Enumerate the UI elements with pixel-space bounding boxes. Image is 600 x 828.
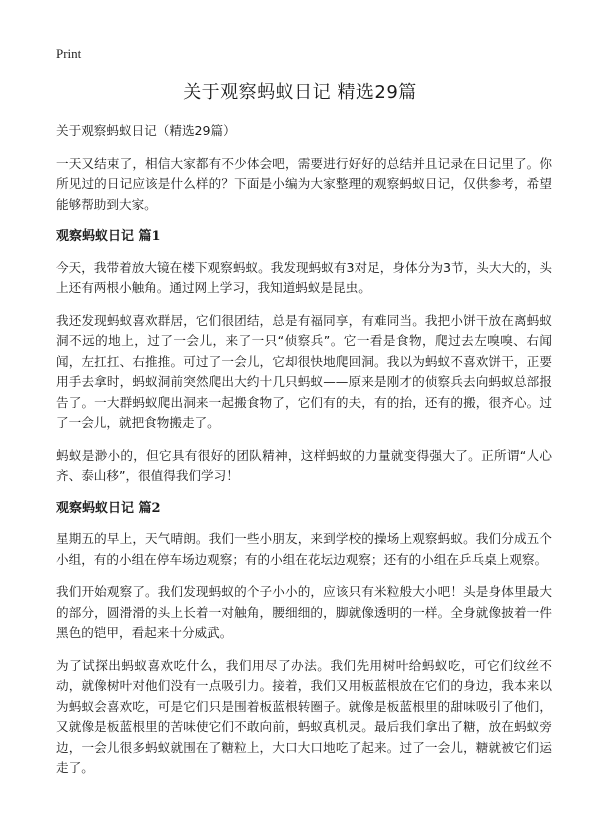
print-link[interactable]: Print xyxy=(56,46,82,61)
section-heading: 观察蚂蚁日记 篇2 xyxy=(56,500,161,516)
section-heading: 观察蚂蚁日记 篇1 xyxy=(56,229,161,244)
page-title: 关于观察蚂蚁日记 精选29篇 xyxy=(183,82,417,103)
diary-entry-1 xyxy=(56,227,552,487)
paragraph: 今天，我带着放大镜在楼下观察蚂蚁。我发现蚂蚁有3对足，身体分为3节，头大大的，头上还有两根小触角。通过网上学习，我知道蚂蚁是昆虫。 xyxy=(56,259,552,295)
intro-paragraph: 一天又结束了，相信大家都有不少体会吧，需要进行好好的总结并且记录在日记里了。你所见过的日记应该是什么样的？下面是小编为大家整理的观察蚂蚁日记，仅供参考，希望能够帮助到大家。 xyxy=(56,155,552,212)
article-subtitle: 关于观察蚂蚁日记（精选29篇） xyxy=(56,123,236,138)
paragraph: 星期五的早上，天气晴朗。我们一些小朋友，来到学校的操场上观察蚂蚁。我们分成五个小组，有的小组在停车场边观察；有的小组在花坛边观察；还有的小组在乒乓桌上观察。 xyxy=(56,531,552,567)
paragraph: 我还发现蚂蚁喜欢群居，它们很团结，总是有福同享，有难同当。我把小饼干放在离蚂蚁洞不远的地上，过了一会儿，来了一只“侦察兵”。它一看是食物，爬过去左嗅嗅、右闻闻，左扛扛、右推推。可过了一会儿，它却很快地爬回洞。我以为蚂蚁不喜欢饼干，正要用手去拿时，蚂蚁洞前突然爬出大约十几只蚂蚁——原来是刚才的侦察兵去向蚂蚁总部报告了。一大群蚂蚁爬出洞来一起搬食物了，它们有的夫，有的抬，还有的搬，很齐心。过了一会儿，就把食物搬走了。 xyxy=(56,312,552,430)
paragraph: 为了试探出蚂蚁喜欢吃什么，我们用尽了办法。我们先用树叶给蚂蚁吃，可它们纹丝不动，就像树叶对他们没有一点吸引力。接着，我们又用板蓝根放在它们的身边，我本来以为蚂蚁会喜欢吃，可是它们只是围着板蓝根转圈子。就像是板蓝根里的甜味吸引了他们，又就像是板蓝根里的苦味使它们不敢向前，蚂蚁真机灵。最后我们拿出了糖，放在蚂蚁旁边，一会儿很多蚂蚁就围在了糖粒上，大口大口地吃了起来。过了一会儿，糖就被它们运走了。 xyxy=(56,657,552,775)
paragraph: 我们开始观察了。我们发现蚂蚁的个子小小的，应该只有米粒般大小吧！头是身体里最大的部分，圆滑滑的头上长着一对触角，腰细细的，脚就像透明的一样。全身就像披着一件黑色的铠甲，看起来十分威武。 xyxy=(56,584,552,640)
paragraph: 蚂蚁是渺小的，但它具有很好的团队精神，这样蚂蚁的力量就变得强大了。正所谓“人心齐、泰山移”，很值得我们学习！ xyxy=(56,447,552,483)
diary-entry-2 xyxy=(56,499,552,779)
article-body xyxy=(56,121,552,791)
